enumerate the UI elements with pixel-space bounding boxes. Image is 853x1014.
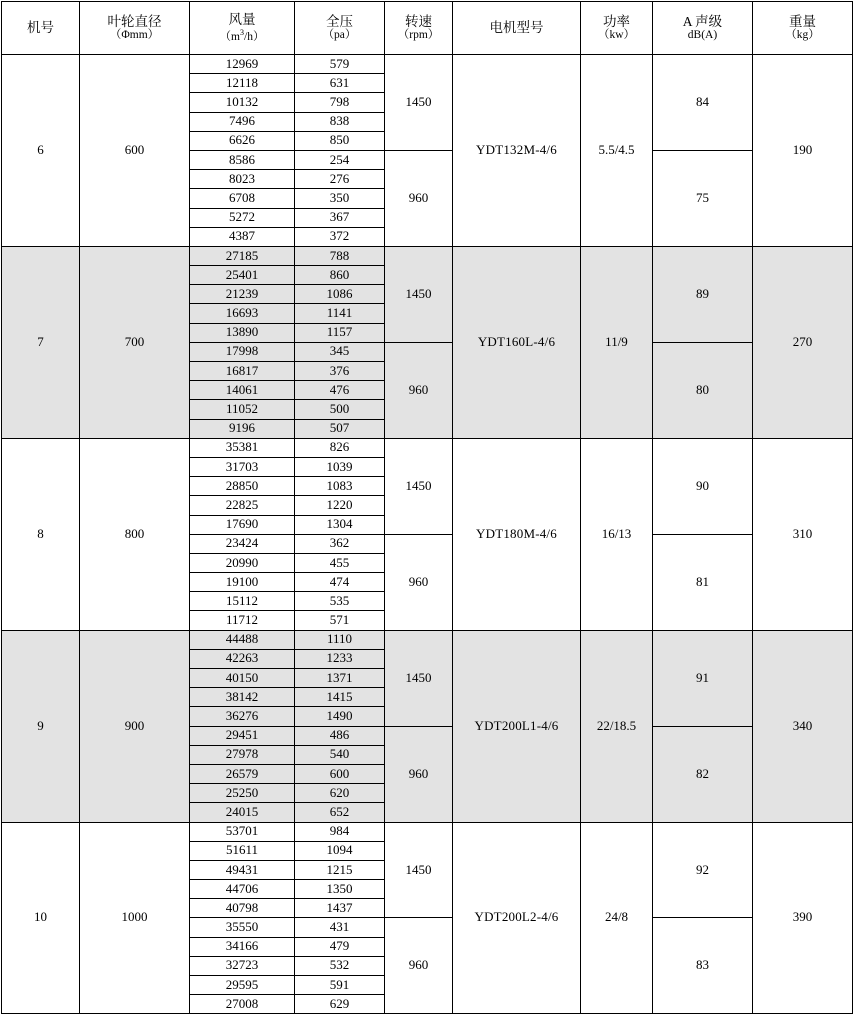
air-flow-cell: 22825 (190, 496, 295, 515)
machine-number-cell: 6 (2, 55, 80, 247)
column-header-main: 全压 (326, 13, 353, 29)
total-pressure-cell: 431 (295, 918, 385, 937)
total-pressure-cell: 1141 (295, 304, 385, 323)
air-flow-cell: 24015 (190, 803, 295, 822)
noise-level-cell: 83 (653, 918, 753, 1014)
rotation-speed-cell: 1450 (385, 630, 453, 726)
total-pressure-cell: 1039 (295, 457, 385, 476)
impeller-diameter-cell: 900 (80, 630, 190, 822)
total-pressure-cell: 579 (295, 55, 385, 74)
column-header-sub: （kw） (597, 29, 636, 42)
total-pressure-cell: 1086 (295, 285, 385, 304)
impeller-diameter-cell: 1000 (80, 822, 190, 1014)
air-flow-cell: 44488 (190, 630, 295, 649)
column-header-main: 转速 (405, 13, 432, 29)
total-pressure-cell: 254 (295, 150, 385, 169)
machine-number-cell: 8 (2, 438, 80, 630)
total-pressure-cell: 798 (295, 93, 385, 112)
air-flow-cell: 26579 (190, 764, 295, 783)
noise-level-cell: 82 (653, 726, 753, 822)
table-row (2, 438, 853, 457)
column-header-sub: （pa） (322, 29, 357, 42)
machine-number-cell: 7 (2, 246, 80, 438)
total-pressure-cell: 455 (295, 553, 385, 572)
air-flow-cell: 13890 (190, 323, 295, 342)
table-body (2, 55, 853, 1014)
air-flow-cell: 40798 (190, 899, 295, 918)
air-flow-cell: 27185 (190, 246, 295, 265)
rotation-speed-cell: 1450 (385, 246, 453, 342)
power-cell: 16/13 (581, 438, 653, 630)
table-row (2, 55, 853, 74)
column-header-2 (190, 2, 295, 55)
air-flow-cell: 35381 (190, 438, 295, 457)
total-pressure-cell: 500 (295, 400, 385, 419)
power-cell: 11/9 (581, 246, 653, 438)
total-pressure-cell: 345 (295, 342, 385, 361)
total-pressure-cell: 1371 (295, 669, 385, 688)
air-flow-cell: 29451 (190, 726, 295, 745)
total-pressure-cell: 1233 (295, 649, 385, 668)
air-flow-cell: 21239 (190, 285, 295, 304)
total-pressure-cell: 372 (295, 227, 385, 246)
total-pressure-cell: 1437 (295, 899, 385, 918)
air-flow-cell: 49431 (190, 860, 295, 879)
air-flow-cell: 27008 (190, 995, 295, 1014)
total-pressure-cell: 1490 (295, 707, 385, 726)
air-flow-cell: 42263 (190, 649, 295, 668)
air-flow-cell: 51611 (190, 841, 295, 860)
noise-level-cell: 75 (653, 150, 753, 246)
total-pressure-cell: 631 (295, 74, 385, 93)
total-pressure-cell: 788 (295, 246, 385, 265)
column-header-3 (295, 2, 385, 55)
weight-cell: 390 (753, 822, 853, 1014)
total-pressure-cell: 850 (295, 131, 385, 150)
column-header-0 (2, 2, 80, 55)
column-header-8 (753, 2, 853, 55)
air-flow-cell: 31703 (190, 457, 295, 476)
column-header-main: 重量 (789, 13, 816, 29)
air-flow-cell: 35550 (190, 918, 295, 937)
rotation-speed-cell: 960 (385, 150, 453, 246)
total-pressure-cell: 479 (295, 937, 385, 956)
table-row (2, 246, 853, 265)
total-pressure-cell: 540 (295, 745, 385, 764)
impeller-diameter-cell: 800 (80, 438, 190, 630)
air-flow-cell: 36276 (190, 707, 295, 726)
total-pressure-cell: 532 (295, 956, 385, 975)
air-flow-cell: 11712 (190, 611, 295, 630)
total-pressure-cell: 476 (295, 381, 385, 400)
air-flow-cell: 23424 (190, 534, 295, 553)
air-flow-cell: 19100 (190, 573, 295, 592)
weight-cell: 340 (753, 630, 853, 822)
air-flow-cell: 15112 (190, 592, 295, 611)
air-flow-cell: 7496 (190, 112, 295, 131)
column-header-5 (453, 2, 581, 55)
air-flow-cell: 34166 (190, 937, 295, 956)
rotation-speed-cell: 1450 (385, 822, 453, 918)
motor-model-cell: YDT180M-4/6 (453, 438, 581, 630)
air-flow-cell: 16817 (190, 362, 295, 381)
air-flow-cell: 12969 (190, 55, 295, 74)
air-flow-cell: 11052 (190, 400, 295, 419)
total-pressure-cell: 1110 (295, 630, 385, 649)
air-flow-cell: 16693 (190, 304, 295, 323)
impeller-diameter-cell: 700 (80, 246, 190, 438)
air-flow-cell: 27978 (190, 745, 295, 764)
air-flow-cell: 53701 (190, 822, 295, 841)
total-pressure-cell: 474 (295, 573, 385, 592)
total-pressure-cell: 362 (295, 534, 385, 553)
air-flow-cell: 9196 (190, 419, 295, 438)
rotation-speed-cell: 960 (385, 918, 453, 1014)
total-pressure-cell: 376 (295, 362, 385, 381)
weight-cell: 270 (753, 246, 853, 438)
noise-level-cell: 89 (653, 246, 753, 342)
total-pressure-cell: 350 (295, 189, 385, 208)
air-flow-cell: 29595 (190, 976, 295, 995)
column-header-4 (385, 2, 453, 55)
column-header-sub: （rpm） (397, 29, 440, 42)
air-flow-cell: 17690 (190, 515, 295, 534)
rotation-speed-cell: 1450 (385, 55, 453, 151)
noise-level-cell: 92 (653, 822, 753, 918)
column-header-main: 电机型号 (489, 20, 544, 36)
total-pressure-cell: 367 (295, 208, 385, 227)
column-header-main: 叶轮直径 (107, 13, 162, 29)
total-pressure-cell: 629 (295, 995, 385, 1014)
column-header-main: 机号 (27, 20, 54, 36)
column-header-sub: $(m^3/h)$ (219, 27, 265, 43)
column-header-main: 功率 (603, 13, 630, 29)
total-pressure-cell: 860 (295, 266, 385, 285)
air-flow-cell: 4387 (190, 227, 295, 246)
air-flow-cell: 38142 (190, 688, 295, 707)
column-header-6 (581, 2, 653, 55)
header-row (2, 2, 853, 55)
total-pressure-cell: 276 (295, 170, 385, 189)
column-header-7 (653, 2, 753, 55)
total-pressure-cell: 600 (295, 764, 385, 783)
motor-model-cell: YDT160L-4/6 (453, 246, 581, 438)
power-cell: 22/18.5 (581, 630, 653, 822)
air-flow-cell: 12118 (190, 74, 295, 93)
total-pressure-cell: 486 (295, 726, 385, 745)
weight-cell: 310 (753, 438, 853, 630)
air-flow-cell: 6708 (190, 189, 295, 208)
rotation-speed-cell: 960 (385, 534, 453, 630)
air-flow-cell: 17998 (190, 342, 295, 361)
air-flow-cell: 25401 (190, 266, 295, 285)
total-pressure-cell: 838 (295, 112, 385, 131)
rotation-speed-cell: 1450 (385, 438, 453, 534)
total-pressure-cell: 535 (295, 592, 385, 611)
table-row (2, 822, 853, 841)
noise-level-cell: 91 (653, 630, 753, 726)
air-flow-cell: 8023 (190, 170, 295, 189)
fan-specification-table (1, 1, 853, 1014)
total-pressure-cell: 507 (295, 419, 385, 438)
rotation-speed-cell: 960 (385, 342, 453, 438)
total-pressure-cell: 652 (295, 803, 385, 822)
column-header-sub: dB(A) (687, 29, 718, 42)
total-pressure-cell: 984 (295, 822, 385, 841)
impeller-diameter-cell: 600 (80, 55, 190, 247)
column-header-main: A 声级 (682, 13, 723, 29)
air-flow-cell: 14061 (190, 381, 295, 400)
column-header-sub: （Φmm） (109, 29, 160, 42)
air-flow-cell: 28850 (190, 477, 295, 496)
motor-model-cell: YDT200L2-4/6 (453, 822, 581, 1014)
total-pressure-cell: 1220 (295, 496, 385, 515)
machine-number-cell: 10 (2, 822, 80, 1014)
air-flow-cell: 5272 (190, 208, 295, 227)
air-flow-cell: 20990 (190, 553, 295, 572)
total-pressure-cell: 1350 (295, 880, 385, 899)
total-pressure-cell: 1304 (295, 515, 385, 534)
noise-level-cell: 84 (653, 55, 753, 151)
total-pressure-cell: 826 (295, 438, 385, 457)
air-flow-cell: 40150 (190, 669, 295, 688)
total-pressure-cell: 1215 (295, 860, 385, 879)
total-pressure-cell: 1094 (295, 841, 385, 860)
weight-cell: 190 (753, 55, 853, 247)
noise-level-cell: 80 (653, 342, 753, 438)
total-pressure-cell: 591 (295, 976, 385, 995)
power-cell: 5.5/4.5 (581, 55, 653, 247)
column-header-sub: （kg） (785, 29, 820, 42)
total-pressure-cell: 1083 (295, 477, 385, 496)
motor-model-cell: YDT200L1-4/6 (453, 630, 581, 822)
air-flow-cell: 44706 (190, 880, 295, 899)
table-header (2, 2, 853, 55)
rotation-speed-cell: 960 (385, 726, 453, 822)
noise-level-cell: 81 (653, 534, 753, 630)
motor-model-cell: YDT132M-4/6 (453, 55, 581, 247)
noise-level-cell: 90 (653, 438, 753, 534)
air-flow-cell: 6626 (190, 131, 295, 150)
total-pressure-cell: 620 (295, 784, 385, 803)
air-flow-cell: 25250 (190, 784, 295, 803)
air-flow-cell: 10132 (190, 93, 295, 112)
air-flow-cell: 32723 (190, 956, 295, 975)
column-header-main: 风量 (228, 12, 256, 28)
air-flow-cell: 8586 (190, 150, 295, 169)
total-pressure-cell: 1415 (295, 688, 385, 707)
machine-number-cell: 9 (2, 630, 80, 822)
column-header-1 (80, 2, 190, 55)
total-pressure-cell: 1157 (295, 323, 385, 342)
power-cell: 24/8 (581, 822, 653, 1014)
table-row (2, 630, 853, 649)
total-pressure-cell: 571 (295, 611, 385, 630)
